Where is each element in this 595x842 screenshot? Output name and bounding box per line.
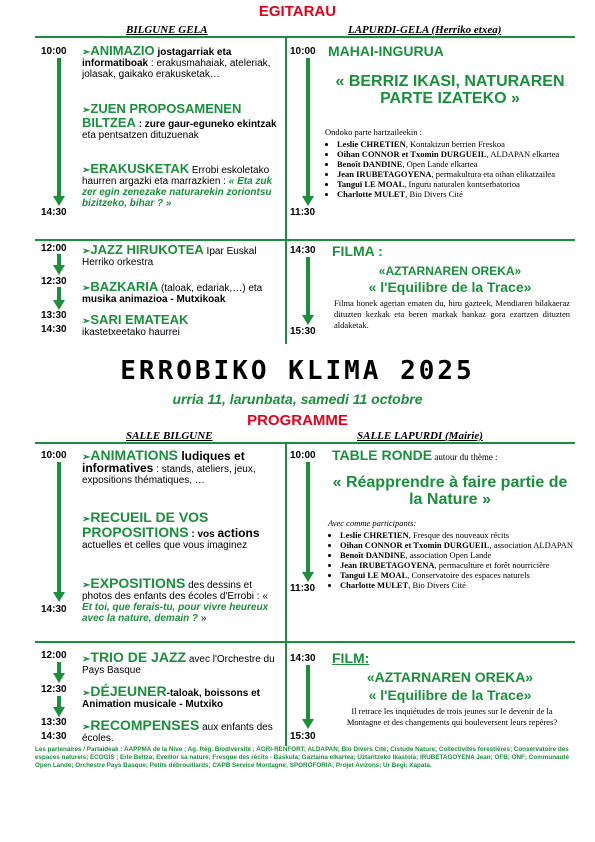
timeline-arrow-icon [53, 673, 65, 683]
participant-name: Charlotte MULET [337, 189, 406, 199]
column-divider [285, 36, 287, 242]
eu-jazz-block: ➢JAZZ HIRUKOTEA Ipar Euskal Herriko orkestra [82, 242, 257, 268]
participant-item [340, 550, 576, 560]
timeline-arrow-icon [302, 719, 314, 729]
column-divider [285, 442, 287, 642]
fr-animation-block: ➢ANIMATIONS ludiques et informatives : stands, ateliers, jeux, expositions thématiques, … [82, 447, 256, 486]
divider [35, 442, 575, 444]
participant-item [337, 159, 575, 169]
participant-name: Tanguï LE MOAL [337, 179, 405, 189]
participant-role: , Kontakizun berrien Freskoa [405, 139, 505, 149]
participant-role: , association ALDAPAN [489, 540, 574, 550]
timeline-arrow-icon [302, 572, 314, 582]
participant-item [340, 540, 576, 550]
fr-title: PROGRAMME [247, 412, 348, 429]
time-label: 10:00 [290, 450, 316, 461]
time-label: 14:30 [290, 653, 316, 664]
participant-name: Oihan CONNOR et Txomin DURGUEIL [340, 540, 490, 550]
eu-lunch-block: ➢BAZKARIA (taloak, edariak,…) eta musika animazioa - Mutxikoak [82, 279, 263, 305]
fr-film-description: Il retrace les inquiétudes de trois jeunes sur le devenir de la Montagne et des changements qui bouleversent leurs repères? [346, 706, 558, 727]
fr-table-after: autour du thème : [432, 452, 498, 462]
time-label: 12:00 [41, 650, 67, 661]
participant-name: Oihan CONNOR et Txomin DURGUEIL [337, 149, 487, 159]
participant-role: , Bio Divers Cité [405, 189, 463, 199]
time-label: 14:30 [41, 604, 67, 615]
fr-jazz-block: ➢TRIO DE JAZZ avec l'Orchestre du Pays Basque [82, 649, 275, 676]
participant-name: Leslie CHRETIEN [337, 139, 406, 149]
timeline-arrow-icon [302, 315, 314, 325]
participant-name: Tanguï LE MOAL [340, 570, 408, 580]
eu-right-header: LAPURDI-GELA (Herriko etxea) [348, 24, 502, 36]
participant-role: , Conservatoire des espaces naturels [407, 570, 530, 580]
eu-proposals-block: ➢ZUEN PROPOSAMENEN BILTZEA : zure gaur-eguneko ekintzak eta pentsatzen dituzuenak [82, 101, 277, 141]
time-label: 15:30 [290, 731, 316, 742]
timeline-arrow-icon [302, 196, 314, 206]
participant-role: , Inguru naturalen kontserbatorioa [404, 179, 520, 189]
participant-item [337, 139, 575, 149]
time-label: 14:30 [41, 207, 67, 218]
eu-film-title: «AZTARNAREN OREKA» [378, 264, 522, 278]
time-label: 13:30 [41, 310, 67, 321]
timeline-arrow-icon [53, 707, 65, 717]
time-label: 10:00 [290, 46, 316, 57]
eu-table-title: MAHAI-INGURUA [328, 43, 444, 59]
participant-item [340, 570, 576, 580]
divider [35, 36, 575, 38]
time-label: 10:00 [41, 46, 67, 57]
eu-film-description: Filma honek agerian ematen du, hiru gazteek, Mendiaren bilakaeraz dituzten kezkak eta beren markak hankaz gora ezartzen dituzten aldaketak. [334, 298, 570, 330]
timeline-line [57, 58, 61, 198]
time-label: 15:30 [290, 326, 316, 337]
participant-item [340, 580, 576, 590]
participant-name: Benoît DANDINE [340, 550, 406, 560]
main-title: ERROBIKO KLIMA 2025 [120, 356, 475, 386]
participant-role: , Fresque des nouveaux récits [408, 530, 510, 540]
fr-film-subtitle: « l'Equilibre de la Trace» [368, 687, 532, 703]
timeline-arrow-icon [53, 300, 65, 310]
participant-name: Charlotte MULET [340, 580, 409, 590]
fr-exhibit-block: ➢EXPOSITIONS des dessins et photos des enfants des écoles d'Errobi : « Et toi, que ferais-tu, pour vivre heureux avec la nature, demain ? » [82, 575, 269, 624]
participant-item [337, 169, 575, 179]
time-label: 10:00 [41, 450, 67, 461]
time-label: 12:30 [41, 276, 67, 287]
eu-film-label: FILMA : [332, 243, 383, 259]
participant-role: , Open Lande elkartea [402, 159, 478, 169]
participant-name: Leslie CHRETIEN [340, 530, 409, 540]
participant-item [337, 149, 575, 159]
fr-prizes-block: ➢RECOMPENSES aux enfants des écoles. [82, 717, 273, 744]
eu-film-subtitle: « l'Equilibre de la Trace» [368, 279, 532, 295]
eu-left-header: BILGUNE GELA [126, 24, 208, 36]
eu-exhibit-block: ➢ERAKUSKETAK Errobi eskoletako haurren argazki eta marrazkien : « Eta zuk zer egin zenezake naturarekin zoriontsu bizitzeko, bihar ? » [82, 161, 273, 209]
event-date: urria 11, larunbata, samedi 11 octobre [172, 391, 423, 407]
time-label: 12:30 [41, 684, 67, 695]
participant-role: , Bio Divers Cité [408, 580, 466, 590]
participant-item [337, 189, 575, 199]
participant-role: , ALDAPAN elkartea [486, 149, 560, 159]
fr-proposals-block: ➢RECUEIL DE VOS PROPOSITIONS : vos actions actuelles et celles que vous imaginez [82, 509, 260, 551]
eu-title: EGITARAU [258, 3, 337, 20]
participant-role: , permaculture et forêt nourricière [434, 560, 550, 570]
participant-item [340, 530, 576, 540]
time-label: 14:30 [41, 324, 67, 335]
eu-animation-block: ➢ANIMAZIO jostagarriak eta informatiboak : erakusmahaiak, ateleriak, jolasak, gaikako erakusketak… [82, 43, 271, 80]
fr-left-header: SALLE BILGUNE [126, 430, 213, 442]
timeline-arrow-icon [53, 196, 65, 206]
fr-table-theme: « Réapprendre à faire partie de la Nature » [332, 474, 568, 508]
participant-name: Benoît DANDINE [337, 159, 403, 169]
fr-table-heading [332, 447, 498, 465]
time-label: 11:30 [290, 583, 316, 594]
eu-participants-list [325, 139, 575, 199]
timeline-line [306, 58, 310, 198]
eu-table-theme: « BERRIZ IKASI, NATURAREN PARTE IZATEKO » [335, 73, 565, 107]
eu-participants-intro: Ondoko parte hartzaileekin : [325, 127, 423, 137]
timeline-line [306, 462, 310, 574]
time-label: 14:30 [41, 731, 67, 742]
fr-film-label: FILM: [332, 650, 370, 666]
partners-footer [35, 746, 575, 770]
participant-name: Jean IRUBETAGOYENA [340, 560, 435, 570]
timeline-line [306, 665, 310, 721]
divider [35, 641, 575, 643]
timeline-line [306, 257, 310, 317]
time-label: 13:30 [41, 717, 67, 728]
partners-label: Les partenaires / Partaideak [35, 746, 119, 753]
participant-role: , permakultura eta oihan elikatzailea [431, 169, 555, 179]
participant-item [340, 560, 576, 570]
fr-lunch-block: ➢DÉJEUNER-taloak, boissons et Animation musicale - Mutxiko [82, 683, 260, 710]
participant-role: , association Open Lande [405, 550, 492, 560]
participant-item [337, 179, 575, 189]
timeline-line [57, 462, 61, 594]
fr-right-header: SALLE LAPURDI (Mairie) [357, 430, 483, 442]
fr-table-title: TABLE RONDE [332, 447, 433, 463]
column-divider [285, 239, 287, 344]
fr-participants-intro: Avec comme participants: [328, 518, 417, 528]
partners-list: : AAPPMA de la Nive ; Ag. Rég. Biodiversité ; AGRI-RENFORT; ALDAPAN; Bio Divers Cité; Cistude Nature; Collectivités forestières; Conservatoire des espaces naturels; ECOGIS ; Erle Beltza; Eveillor sa nature; Fresque des récits - Baskula; Gaztaina elkartea; Uztaritzeko Ikastola; IRUBETAGOYENA Jean; OFB; ONF; Communauté Open Lande; Orchestre Pays Basque; Petits débrouillards; CAPB Service Montagne; SPOROFORIA; Projet Avizons; Ur Begi; Xapata. [35, 746, 569, 769]
fr-film-title: «AZTARNAREN OREKA» [366, 669, 534, 685]
time-label: 14:30 [290, 245, 316, 256]
time-label: 11:30 [290, 207, 316, 218]
eu-prizes-block: ➢SARI EMATEAK ikastetxeetako haurrei [82, 312, 189, 338]
participant-name: Jean IRUBETAGOYENA [337, 169, 432, 179]
timeline-arrow-icon [53, 592, 65, 602]
fr-participants-list [328, 530, 576, 590]
column-divider [285, 641, 287, 746]
divider [35, 239, 575, 241]
timeline-arrow-icon [53, 265, 65, 275]
time-label: 12:00 [41, 243, 67, 254]
